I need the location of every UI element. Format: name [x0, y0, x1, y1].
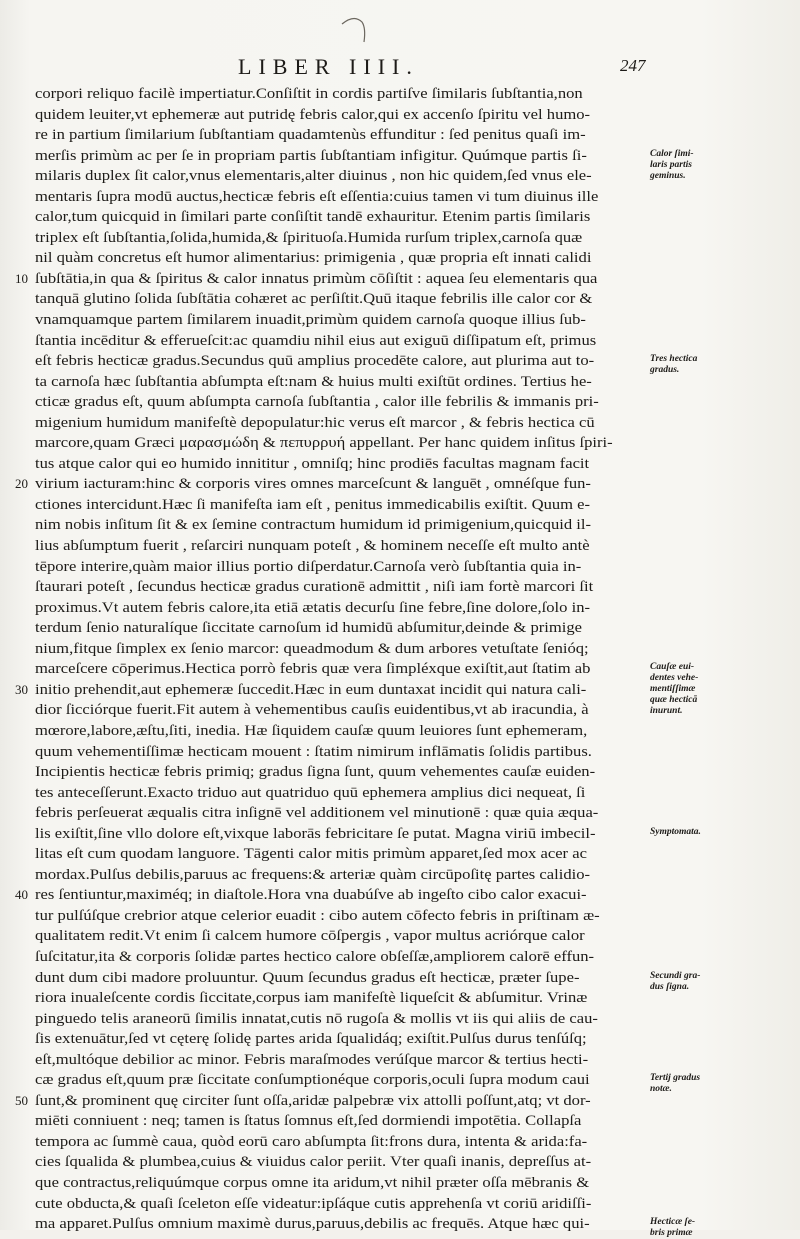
line-text: nim nobis inſitum ſit & ex ſemine contractum humidum id primigenium,quicquid il- — [35, 517, 592, 534]
text-line — [35, 536, 647, 557]
line-text: tanquā glutino ſolida ſubſtātia cohæret ac perſiſtit.Quū itaque febrilis ille calor cor & — [35, 291, 593, 308]
line-text: cute obducta,& quaſi ſceleton eſſe videatur:ipſáque cutis apprehenſa vt coriū aridiſſi- — [35, 1195, 592, 1212]
side-note-line: quæ hecticā — [650, 695, 698, 706]
line-text: marceſcere cōperimus.Hectica porrò febris quæ vera ſimpléxque exiſtit,aut ſtatim ab — [35, 661, 591, 678]
text-line — [35, 557, 647, 578]
line-text: cticæ gradus eſt, quum abſumpta carnoſa ſubſtantia , calor ille febrilis & immanis pri- — [35, 394, 599, 411]
side-note — [650, 1073, 800, 1095]
line-text: milaris duplex ſit calor,vnus elementaris,alter diuinus , non hic quidem,ſed vnus ele- — [35, 168, 592, 185]
text-line — [15, 680, 647, 701]
line-number: 50 — [15, 1092, 28, 1108]
line-text: nium,fitque ſimplex ex ſenio marcor: queadmodum & dum arbores vetuſtate ſenióq; — [35, 640, 589, 657]
side-note — [650, 1217, 800, 1239]
line-text: cies ſqualida & plumbea,cuius & viuidus calor periit. Vter quaſi inanis, depreſſus at- — [35, 1154, 592, 1171]
line-text: triplex eſt ſubſtantia,ſolida,humida,& ſpirituoſa.Humida rurſum triplex,carnoſa quæ — [35, 229, 583, 246]
line-text: tēpore interire,quàm maior illius portio diſperdatur.Carnoſa verò ſubſtantia quia in- — [35, 558, 582, 575]
text-line — [35, 392, 647, 413]
line-text: ta carnoſa hæc ſubſtantia abſumpta eſt:nam & huius multi exiſtūt ordines. Tertius he- — [35, 373, 592, 390]
text-line — [35, 495, 647, 516]
text-line — [35, 639, 647, 660]
line-text: riora inualeſcente cordis ſiccitate,corpus iam manifeſtè liqueſcit & abſumitur. Vrinæ — [35, 990, 588, 1007]
side-note-line: mentiſſimæ — [650, 684, 696, 695]
text-line — [35, 762, 647, 783]
text-line — [35, 968, 647, 989]
line-text: pinguedo telis araneorū ſimilis innatat,cutis nō rugoſa & mollis vt iis qui aliis de cau- — [35, 1010, 598, 1027]
side-note-line: laris partis — [650, 159, 692, 170]
text-line — [35, 105, 647, 126]
text-line — [35, 742, 647, 763]
line-text: dior ſicciórque fuerit.Fit autem à vehementibus cauſis euidentibus,vt ab iracundia, à — [35, 702, 589, 719]
side-note — [650, 971, 800, 993]
text-line — [35, 146, 647, 167]
line-number: 30 — [15, 681, 28, 697]
side-note-line: inurunt. — [650, 706, 683, 717]
text-line — [35, 166, 647, 187]
line-text: calor,tum quicquid in ſimilari parte conſiſtit tandē exhauritur. Etenim partis ſimilaris — [35, 209, 591, 226]
line-text: vnamquamque partem ſimilarem inuadit,primùm quidem carnoſa quoque illius ſub- — [35, 312, 586, 329]
line-text: que contractus,reliquúmque corpus omne ita aridum,vt nihil præter oſſa mēbranis & — [35, 1174, 590, 1191]
text-line — [35, 1111, 647, 1132]
line-text: ſis extenuātur,ſed vt cęterę ſolidę partes arida ſqualidáq; exiſtit.Pulſus durus tenſúſq; — [35, 1031, 587, 1048]
side-note-line: Tres hectica — [650, 354, 698, 365]
line-text: initio prehendit,aut ephemeræ ſuccedit.Hæc in eum duntaxat incidit qui natura cali- — [35, 681, 587, 698]
text-line — [35, 207, 647, 228]
text-line — [35, 228, 647, 249]
text-line — [35, 1009, 647, 1030]
line-text: proximus.Vt autem febris calore,ita etiā ætatis decurſu ſine febre,ſine dolore,ſolo in- — [35, 599, 591, 616]
body-text — [15, 84, 647, 1235]
text-line — [35, 413, 647, 434]
text-line — [35, 783, 647, 804]
text-line — [15, 885, 647, 906]
text-line — [35, 187, 647, 208]
running-head: LIBER IIII. — [238, 54, 419, 79]
line-text: dunt dum cibi madore proluuntur. Quum ſecundus gradus eſt hecticæ, præter ſupe- — [35, 969, 580, 986]
text-line — [35, 331, 647, 352]
side-note-line: Hecticæ ſe- — [650, 1217, 696, 1228]
text-line — [15, 1091, 647, 1112]
line-text: miēti conniuent : neq; tamen is ſtatus ſomnus eſt,ſed dormiendi impotētia. Collapſa — [35, 1113, 582, 1130]
ornament-flourish-icon — [340, 12, 370, 52]
text-line — [35, 1194, 647, 1215]
line-text: febris perſeuerat æqualis citra inſignē vel additionem vel minutionē : quæ quia æqua- — [35, 805, 599, 822]
line-text: tur pulſúſque crebrior atque celerior euadit : cibo autem cōfecto febris in priſtinam æ- — [35, 907, 600, 924]
line-text: cæ gradus eſt,quum præ ſiccitate conſumptionéque corporis,oculi ſupra modum caui — [35, 1072, 590, 1089]
text-line — [35, 248, 647, 269]
text-line — [35, 906, 647, 927]
text-line — [35, 865, 647, 886]
text-line — [35, 659, 647, 680]
text-line — [35, 1050, 647, 1071]
line-text: ſtaurari poteſt , ſecundus hecticæ gradus curationē admittit , niſi iam fortè marcori ſit — [35, 579, 594, 596]
line-text: corpori reliquo facilè impertiatur.Conſiſtit in cordis partiſve ſimilaris ſubſtantia,non — [35, 86, 583, 102]
side-note-line: Calor ſimi- — [650, 148, 694, 159]
line-text: quidem leuiter,vt ephemeræ aut putridę febris calor,qui ex accenſo ſpiritu vel humo- — [35, 106, 591, 123]
text-line — [35, 824, 647, 845]
text-line — [35, 289, 647, 310]
line-number: 40 — [15, 887, 28, 903]
line-text: migenium humidum manifeſtè depopulatur:hic verus eſt marcor , & febris hectica cū — [35, 414, 595, 431]
text-line — [35, 1070, 647, 1091]
line-number: 10 — [15, 270, 28, 286]
line-text: tes anteceſſerunt.Exacto triduo aut quatriduo quū ephemera amplius dici nequeat, ſi — [35, 784, 586, 801]
line-text: re in partium ſimilarium ſubſtantiam quadamtenùs effunditur : ſed penitus quaſi im- — [35, 127, 586, 144]
line-text: tempora ac ſummè caua, quòd eorū caro abſumpta ſit:frons dura, intenta & arida:fa- — [35, 1133, 588, 1150]
text-line — [35, 433, 647, 454]
page-header — [0, 52, 800, 82]
line-text: merſis primùm ac per ſe in propriam partis ſubſtantiam infigitur. Quúmque partis ſi- — [35, 147, 587, 164]
side-note-line: Cauſæ eui- — [650, 662, 695, 673]
text-line — [35, 351, 647, 372]
line-text: ſuſcitatur,ita & corporis ſolidæ partes hectico calore obſeſſæ,ampliorem calorē effun- — [35, 948, 595, 965]
line-text: litas eſt cum quodam languore. Tāgenti calor mitis primùm apparet,ſed mox acer ac — [35, 846, 587, 863]
text-line — [35, 988, 647, 1009]
line-text: terdum ſenio naturalíque ſiccitate carnoſum id humidū abſumitur,deinde & primige — [35, 620, 583, 637]
side-note-line: Tertij gradus — [650, 1073, 701, 1084]
text-line — [35, 515, 647, 536]
text-line — [15, 474, 647, 495]
side-note-line: gradus. — [650, 365, 680, 376]
side-note-line: geminus. — [650, 170, 686, 181]
line-text: mœrore,labore,æſtu,ſiti, inedia. Hæ ſiquidem cauſæ quum leuiores ſunt ephemeram, — [35, 722, 588, 739]
side-note — [650, 662, 800, 717]
side-note — [650, 149, 800, 182]
side-note-line: notæ. — [650, 1084, 672, 1095]
text-line — [35, 844, 647, 865]
line-text: lius abſumptum fuerit , reſarciri nunquam poteſt , & hominem neceſſe eſt multo antè — [35, 538, 590, 555]
text-line — [35, 926, 647, 947]
text-line — [35, 310, 647, 331]
line-text: eſt febris hecticæ gradus.Secundus quū amplius procedēte calore, aut plurima aut to- — [35, 353, 595, 370]
side-note-line: bris primæ — [650, 1228, 693, 1239]
text-line — [35, 618, 647, 639]
text-line — [35, 1173, 647, 1194]
line-text: ctiones intercidunt.Hæc ſi manifeſta iam eſt , penitus immedicabilis exiſtit. Quum e- — [35, 496, 591, 513]
line-text: ſtantia incēditur & efferueſcit:ac quamdiu nihil eius aut exiguū diſſipatum eſt, primus — [35, 332, 597, 349]
text-line — [15, 269, 647, 290]
text-line — [35, 1132, 647, 1153]
line-text: ſubſtātia,in qua & ſpiritus & calor innatus primùm cōſiſtit : aquea ſeu elementaris qua — [35, 270, 598, 287]
line-number: 20 — [15, 476, 28, 492]
text-line — [35, 372, 647, 393]
side-note-line: Symptomata. — [650, 826, 701, 837]
line-text: Incipientis hecticæ febris primiq; gradus ſigna ſunt, quum vehementes cauſæ euiden- — [35, 764, 596, 781]
text-line — [35, 598, 647, 619]
line-text: virium iacturam:hinc & corporis vires omnes marceſcunt & languēt , omnéſque fun- — [35, 476, 591, 493]
side-note-line: Secundi gra- — [650, 970, 701, 981]
text-line — [35, 577, 647, 598]
text-line — [35, 721, 647, 742]
line-text: marcore,quam Græci μαρασμώδη & πεπυρρυή appellant. Per hanc quidem inſitus ſpiri- — [35, 435, 613, 452]
line-text: qualitatem redit.Vt enim ſi calcem humore cōſpergis , vapor multus acriórque calor — [35, 928, 585, 945]
text-line — [35, 125, 647, 146]
line-text: nil quàm concretus eſt humor alimentarius: primigenia , quæ propria eſt innati calidi — [35, 250, 592, 267]
text-line — [35, 700, 647, 721]
text-line — [35, 454, 647, 475]
side-note-line: dentes vehe- — [650, 673, 699, 684]
line-text: mordax.Pulſus debilis,paruus ac frequens:& arteriæ quàm circūpoſitę partes calidio- — [35, 866, 591, 883]
line-text: lis exiſtit,ſine vllo dolore eſt,vixque laborās febricitare ſe putat. Magna viriū imbecil- — [35, 825, 596, 842]
line-text: ma apparet.Pulſus omnium maximè durus,paruus,debilis ac frequēs. Atque hæc qui- — [35, 1216, 590, 1233]
text-line — [35, 947, 647, 968]
line-text: mentaris ſupra modū auctus,hecticæ febris eſt eſſentia:cuius tamen vi tum diuinus ille — [35, 188, 599, 205]
side-note-line: dus ſigna. — [650, 981, 690, 992]
line-text: tus atque calor qui eo humido innititur , omniſq; hinc prodiēs facultas magnam facit — [35, 455, 590, 472]
text-line — [35, 1152, 647, 1173]
line-text: eſt,multóque debilior ac minor. Febris maraſmodes verúſque marcor & tertius hecti- — [35, 1051, 589, 1068]
side-note — [650, 354, 800, 376]
text-line — [35, 803, 647, 824]
side-note — [650, 827, 800, 838]
text-line — [35, 84, 647, 105]
line-text: ſunt,& prominent quę circiter ſunt oſſa,aridæ palpebræ vix attolli poſſunt,atq; vt dor- — [35, 1092, 591, 1109]
line-text: quum vehementiſſimæ hecticam mouent : ſtatim nimirum inflāmatis ſolidis partibus. — [35, 743, 592, 760]
text-line — [35, 1029, 647, 1050]
line-text: res ſentiuntur,maximéq; in diaſtole.Hora vna duabúſve ab ingeſto cibo calor exacui- — [35, 887, 587, 904]
text-line — [35, 1214, 647, 1235]
page-number: 247 — [620, 56, 646, 75]
